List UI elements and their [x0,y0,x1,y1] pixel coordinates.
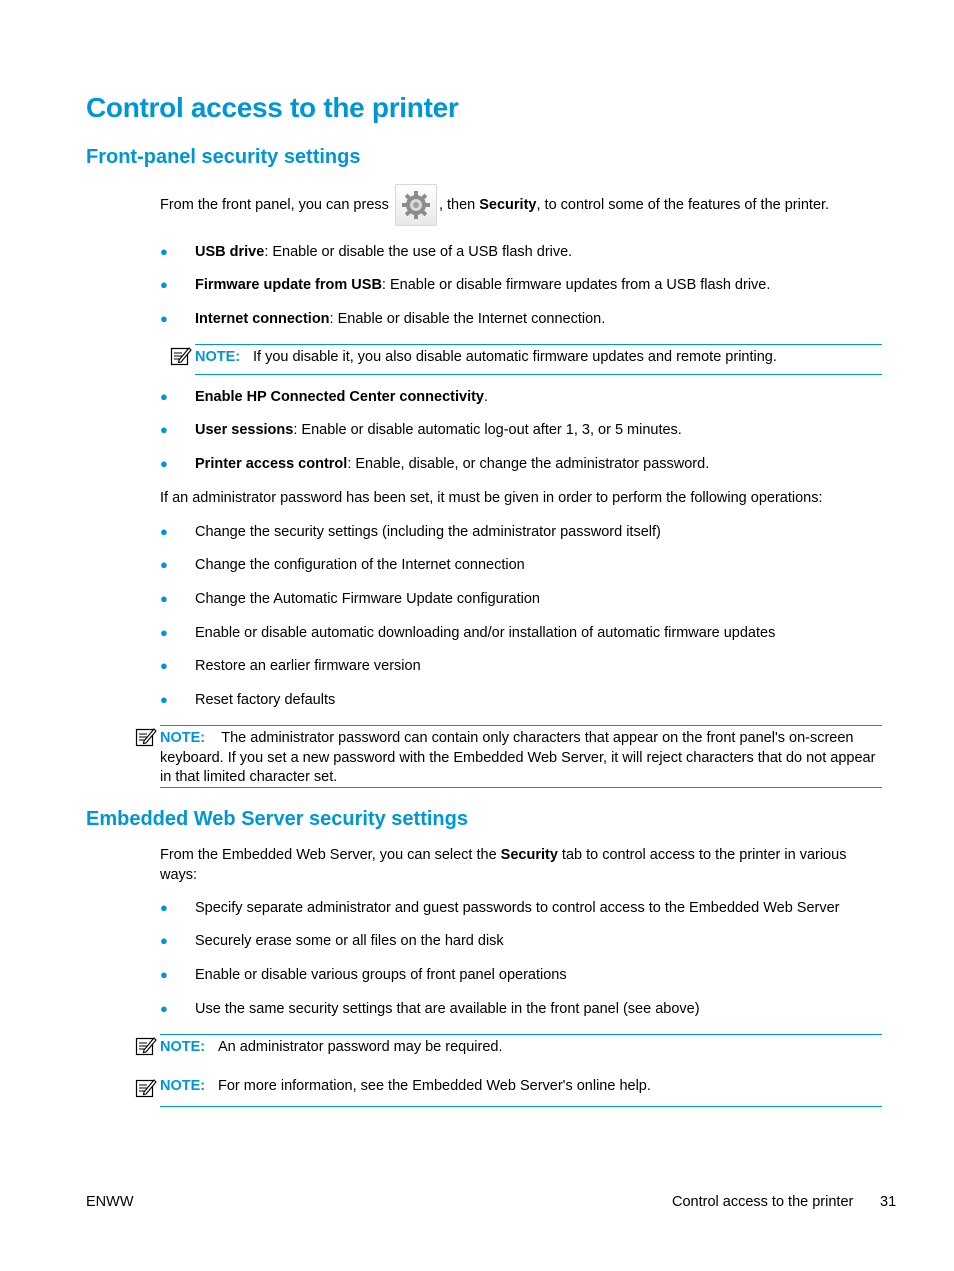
footer-title: Control access to the printer [672,1194,854,1210]
page-title: Control access to the printer [86,92,459,123]
ews-intro: From the Embedded Web Server, you can select the Security tab to control access to the printer in various ways: [160,847,847,883]
section-title-ews: Embedded Web Server security settings [86,808,468,830]
footer-left: ENWW [86,1194,134,1210]
bullet-icon: ● [160,625,168,640]
admin-password-intro: If an administrator password has been set, it must be given in order to perform the following operations: [160,490,823,506]
bullet-icon: ● [160,967,168,982]
note-box: NOTE: For more information, see the Embedded Web Server's online help. [160,1074,882,1107]
front-panel-intro: From the front panel, you can press , then Security, to control some of the features of the printer. [160,184,882,226]
bullet-icon: ● [160,692,168,707]
note-pencil-icon [135,726,157,748]
bullet-icon: ● [160,389,168,404]
note-box: NOTE: An administrator password may be required. [160,1034,882,1107]
bullet-icon: ● [160,658,168,673]
gear-icon [399,188,433,222]
settings-gear-button [395,184,437,226]
page-number: 31 [880,1194,897,1210]
bullet-icon: ● [160,933,168,948]
note-box: NOTE: If you disable it, you also disable automatic firmware updates and remote printing. [195,344,882,375]
section-title-front-panel: Front-panel security settings [86,146,361,168]
note-box: NOTE: The administrator password can contain only characters that appear on the front panel's on-screen keyboard. If you set a new password with the Embedded Web Server, it will reject characters that do not appear in that limited character set. [160,725,882,788]
bullet-icon: ● [160,591,168,606]
note-pencil-icon [135,1035,157,1057]
bullet-icon: ● [160,244,168,259]
bullet-icon: ● [160,1001,168,1016]
note-pencil-icon [170,345,192,367]
bullet-icon: ● [160,557,168,572]
bullet-icon: ● [160,277,168,292]
bullet-icon: ● [160,456,168,471]
bullet-icon: ● [160,311,168,326]
bullet-icon: ● [160,422,168,437]
note-pencil-icon [135,1077,157,1099]
bullet-icon: ● [160,524,168,539]
bullet-icon: ● [160,900,168,915]
